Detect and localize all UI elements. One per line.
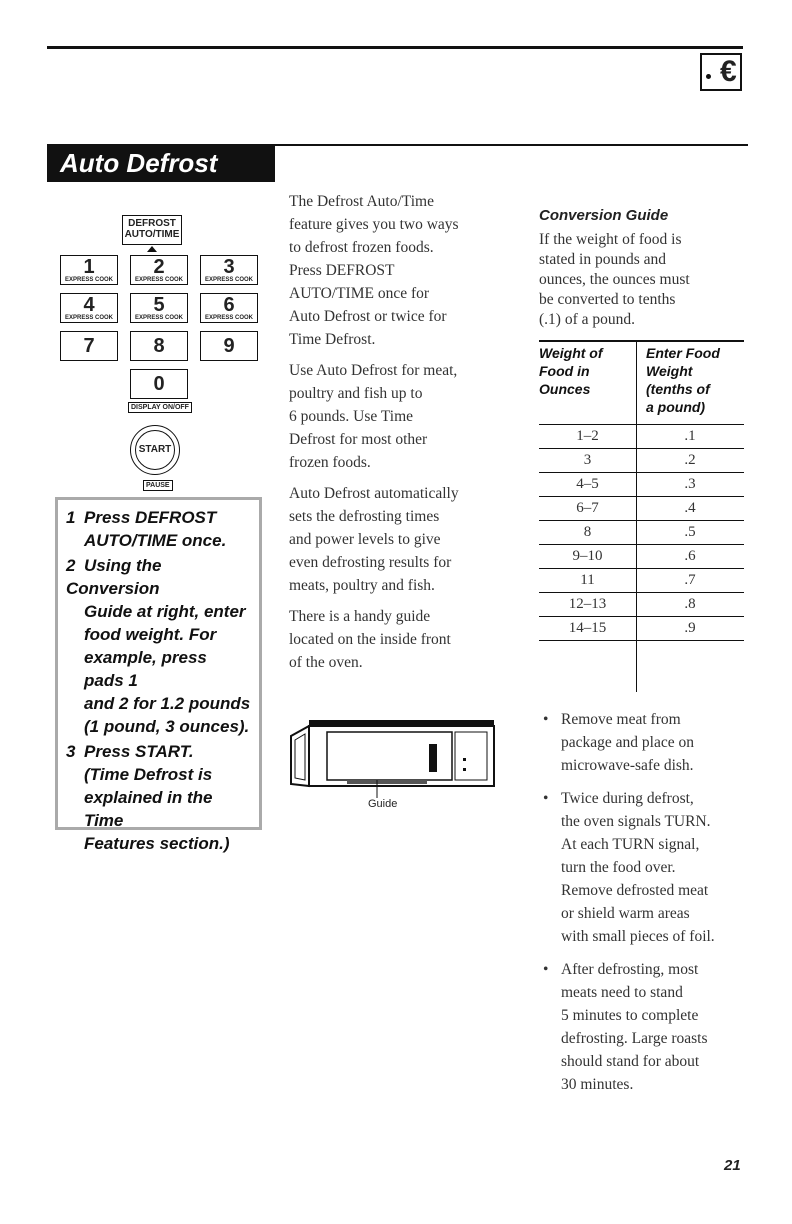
- ounces-cell: 12–13: [568, 596, 607, 612]
- oven-illustration: [287, 718, 497, 813]
- defrost-auto-time-key: [122, 215, 182, 245]
- steps-box: [55, 497, 262, 853]
- tenths-cell: .5: [684, 524, 696, 540]
- page-tab: [700, 53, 742, 91]
- guide-label: Guide: [368, 798, 398, 810]
- table-row: [539, 617, 744, 641]
- tenths-cell: .9: [684, 620, 696, 636]
- key-6: 6 EXPRESS COOK: [200, 293, 258, 323]
- tip-standing-time: • After defrosting, most meats need to stand 5 minutes to complete defrosting. Large roasts should stand for about 30 minutes.: [539, 958, 749, 1096]
- step-2: 2 Using the Conversion Guide at right, enter food weight. For example, press pads 1 and 2 for 1.2 pounds (1 pound, 3 ounces).: [66, 556, 251, 736]
- intro-text: [289, 190, 519, 682]
- tenths-cell: .6: [684, 548, 696, 564]
- intro-paragraph-2: Use Auto Defrost for meat, poultry and fish up to 6 pounds. Use Time Defrost for most other frozen foods.: [289, 362, 458, 471]
- tip-turn-signal: • Twice during defrost, the oven signals TURN. At each TURN signal, turn the food over. Remove defrosted meat or shield warm areas with small pieces of foil.: [539, 787, 749, 948]
- bullet-icon: •: [543, 790, 549, 807]
- bullet-icon: •: [543, 711, 549, 728]
- tenths-cell: .2: [684, 452, 696, 468]
- table-row: [539, 569, 744, 593]
- key-3: 3 EXPRESS COOK: [200, 255, 258, 285]
- key-1: 1 EXPRESS COOK: [60, 255, 118, 285]
- ounces-cell: 9–10: [572, 548, 603, 564]
- table-row: [539, 593, 744, 617]
- defrost-label: DEFROST: [128, 218, 176, 229]
- section-title: Auto Defrost: [47, 144, 275, 182]
- intro-paragraph-1: The Defrost Auto/Time feature gives you two ways to defrost frozen foods. Press DEFROST AUTO/TIME once for Auto Defrost or twice for Time Defrost.: [289, 193, 459, 348]
- keypad-illustration: [60, 215, 260, 489]
- key-4: 4 EXPRESS COOK: [60, 293, 118, 323]
- key-8: 8: [130, 331, 188, 361]
- page-number: 21: [724, 1157, 741, 1174]
- tenths-cell: .1: [684, 428, 696, 444]
- display-on-off-label: DISPLAY ON/OFF: [128, 402, 192, 413]
- tip-remove-meat: • Remove meat from package and place on microwave-safe dish.: [539, 708, 749, 777]
- tips-list: [539, 708, 749, 1106]
- tenths-cell: .4: [684, 500, 696, 516]
- key-0: 0: [130, 369, 188, 399]
- step-3: 3 Press START. (Time Defrost is explained in the Time Features section.): [66, 742, 230, 853]
- ounces-cell: 3: [583, 452, 592, 468]
- ounces-cell: 6–7: [576, 500, 599, 516]
- table-header-row: [539, 340, 744, 425]
- intro-paragraph-3: Auto Defrost automatically sets the defrosting times and power levels to give even defrosting results for meats, poultry and fish.: [289, 485, 459, 594]
- step-1: 1 Press DEFROST AUTO/TIME once.: [66, 508, 227, 550]
- bullet-icon: •: [543, 961, 549, 978]
- ounces-cell: 4–5: [576, 476, 599, 492]
- conversion-intro: [539, 206, 744, 330]
- key-5: 5 EXPRESS COOK: [130, 293, 188, 323]
- ounces-cell: 1–2: [576, 428, 599, 444]
- ounces-cell: 11: [580, 572, 595, 588]
- table-row: [539, 545, 744, 569]
- intro-paragraph-4: There is a handy guide located on the inside front of the oven.: [289, 608, 451, 671]
- page-tab-icon: €: [720, 55, 737, 88]
- conversion-title: Conversion Guide: [539, 207, 669, 224]
- top-rule: [47, 46, 743, 49]
- title-rule: [275, 144, 748, 146]
- tenths-cell: .7: [684, 572, 696, 588]
- tenths-cell: .8: [684, 596, 696, 612]
- start-key: START: [135, 430, 175, 470]
- pause-label: PAUSE: [143, 480, 173, 491]
- table-row: [539, 425, 744, 449]
- table-row: [539, 521, 744, 545]
- arrow-up-icon: [147, 246, 157, 252]
- key-7: 7: [60, 331, 118, 361]
- ounces-cell: 14–15: [568, 620, 607, 636]
- ounces-cell: 8: [583, 524, 592, 540]
- table-row: [539, 473, 744, 497]
- key-2: 2 EXPRESS COOK: [130, 255, 188, 285]
- auto-time-label: AUTO/TIME: [124, 229, 180, 240]
- tenths-cell: .3: [684, 476, 696, 492]
- header-weight-ounces: Weight of Food in Ounces: [539, 345, 603, 397]
- conversion-table: [539, 340, 744, 641]
- key-9: 9: [200, 331, 258, 361]
- table-row: [539, 497, 744, 521]
- header-enter-weight: Enter Food Weight (tenths of a pound): [646, 345, 720, 415]
- bullet-dot: [706, 74, 711, 79]
- conversion-text: If the weight of food is stated in pounds and ounces, the ounces must be converted to tenths (.1) of a pound.: [539, 231, 690, 328]
- table-row: [539, 449, 744, 473]
